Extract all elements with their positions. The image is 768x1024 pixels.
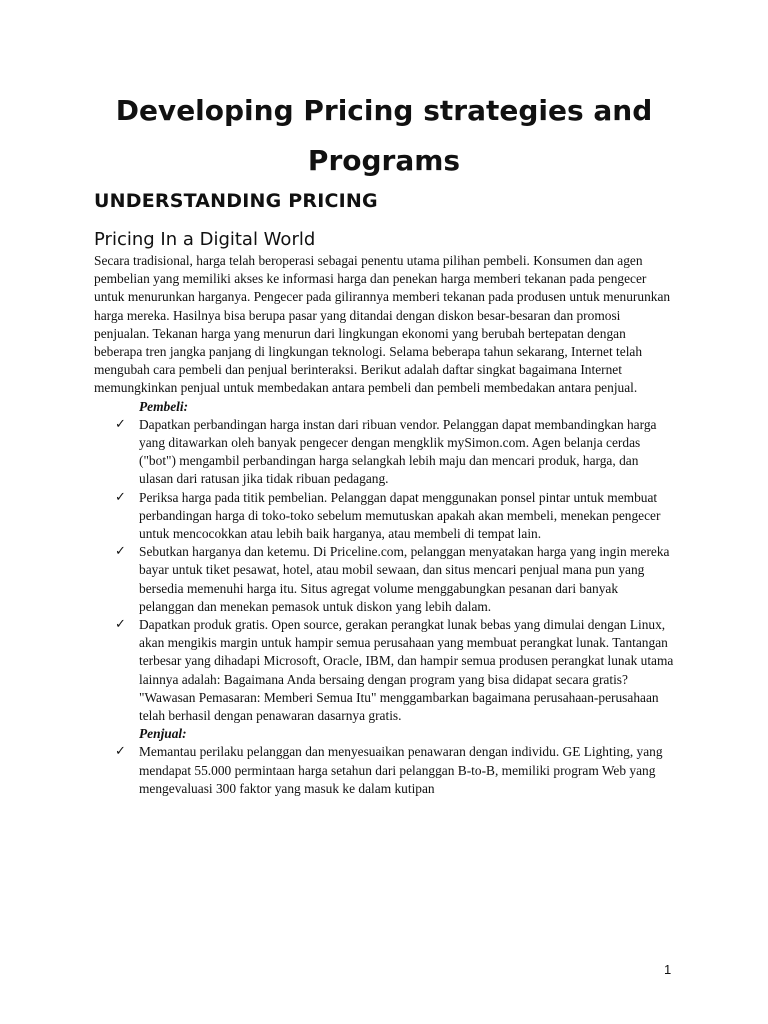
checkmark-icon: ✓ (115, 744, 126, 760)
list-item-text: Periksa harga pada titik pembelian. Pelanggan dapat menggunakan ponsel pintar untuk membuat perbandingan harga di toko-toko sebelum memutuskan apakah akan membeli, menekan pengecer untuk mencocokkan atau lebih baik harganya, atau membeli di tempat lain. (139, 489, 661, 542)
list-item-text: Dapatkan produk gratis. Open source, gerakan perangkat lunak bebas yang dimulai dengan Linux, akan mengikis margin untuk hampir semua perusahaan yang membuat perangkat lunak. Tantangan terbesar yang dihadapi Microsoft, Oracle, IBM, dan hampir semua produsen perangkat lunak utama lainnya adalah: Bagaimana Anda bersaing dengan program yang bisa didapat secara gratis? "Wawasan Pemasaran: Memberi Semua Itu" menggambarkan bagaimana perusahaan-perusahaan telah berhasil dengan penawaran dasarnya gratis. (139, 617, 674, 724)
intro-paragraph: Secara tradisional, harga telah beroperasi sebagai penentu utama pilihan pembeli. Konsumen dan agen pembelian yang memiliki akses ke informasi harga dan penekan harga memberi tekanan pada pengecer untuk menurunkan harganya. Pengecer pada gilirannya memberi tekanan pada produsen untuk menurunkan harga mereka. Hasilnya bisa berupa pasar yang ditandai dengan diskon besar-besaran dan promosi penjualan. Tekanan harga yang menurun dari lingkungan ekonomi yang berubah bertepatan dengan beberapa tren jangka panjang di lingkungan teknologi. Selama beberapa tahun sekarang, Internet telah mengubah cara pembeli dan penjual berinteraksi. Berikut adalah daftar singkat bagaimana Internet memungkinkan penjual untuk membedakan antara pembeli dan pembeli membedakan antara penjual. (94, 253, 671, 396)
sellers-list (94, 743, 674, 798)
sellers-label: Penjual: (139, 726, 187, 742)
list-item (94, 743, 674, 798)
list-item (94, 489, 674, 544)
list-item (94, 416, 674, 489)
document-title: Developing Pricing strategies and Programs (115, 94, 653, 177)
list-item-text: Sebutkan harganya dan ketemu. Di Priceline.com, pelanggan menyatakan harga yang ingin mereka bayar untuk tiket pesawat, hotel, atau mobil sewaan, dan situs mencari penjual mana pun yang bersedia memenuhi harga itu. Situs agregat volume menggabungkan pesanan dari banyak pelanggan dan menekan pemasok untuk diskon yang lebih dalam. (139, 544, 670, 614)
buyers-label: Pembeli: (139, 398, 189, 414)
section-heading: UNDERSTANDING PRICING (94, 190, 378, 212)
checkmark-icon: ✓ (115, 416, 126, 432)
subsection-heading: Pricing In a Digital World (94, 229, 316, 250)
page-number: 1 (664, 962, 672, 977)
checkmark-icon: ✓ (115, 489, 126, 505)
list-item-text: Dapatkan perbandingan harga instan dari ribuan vendor. Pelanggan dapat membandingkan harga yang ditawarkan oleh banyak pengecer dengan mengklik mySimon.com. Agen belanja cerdas ("bot") mengambil perbandingan harga selangkah lebih maju dan mencari produk, harga, dan ulasan dari ratusan jika tidak ribuan pedagang. (139, 416, 657, 487)
document-body (94, 252, 674, 798)
list-item (94, 616, 674, 725)
checkmark-icon: ✓ (115, 617, 126, 633)
list-item (94, 543, 674, 616)
buyers-list (94, 416, 674, 725)
checkmark-icon: ✓ (115, 544, 126, 560)
list-item-text: Memantau perilaku pelanggan dan menyesuaikan penawaran dengan individu. GE Lighting, yang mendapat 55.000 permintaan harga setahun dari pelanggan B-to-B, memiliki program Web yang mengevaluasi 300 faktor yang masuk ke dalam kutipan (139, 744, 663, 796)
